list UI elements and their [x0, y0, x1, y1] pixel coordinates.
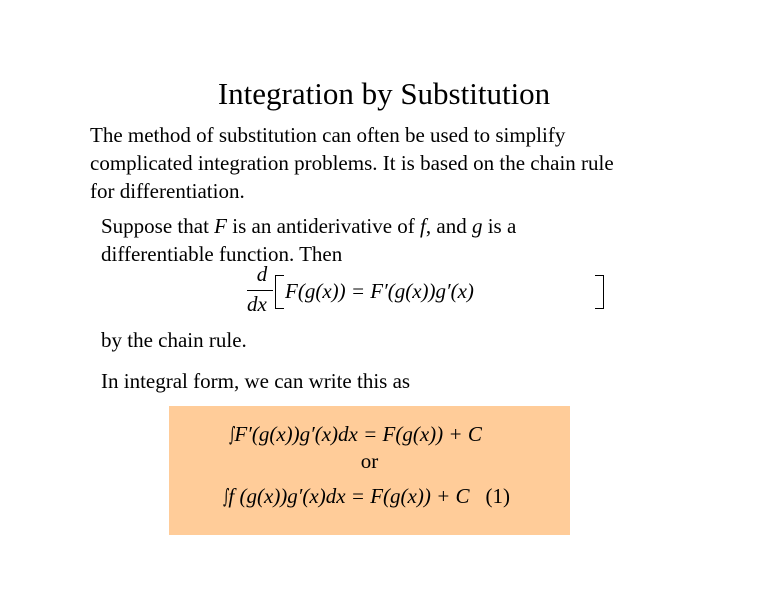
left-bracket [275, 275, 284, 309]
integral-sign-icon: ∫ [229, 422, 236, 446]
suppose-paragraph [101, 212, 516, 268]
text-run: is a [482, 214, 517, 238]
integral-equation-2 [221, 482, 510, 510]
integral-sign-icon: ∫ [223, 484, 230, 508]
derivative-expression: F(g(x)) = F′(g(x))g′(x) [285, 279, 474, 303]
or-text: or [360, 449, 379, 473]
var-F: F [214, 214, 227, 238]
fraction-numerator: d [256, 262, 268, 286]
fraction-denominator: dx [247, 292, 267, 316]
suppose-line-2: differentiable function. Then [101, 242, 343, 266]
text-run: Suppose that [101, 214, 215, 238]
chain-rule-text: by the chain rule. [101, 328, 247, 352]
intro-line: The method of substitution can often be used to simplify [90, 123, 566, 147]
var-g: g [471, 214, 483, 238]
integral-equation-1 [227, 420, 482, 448]
intro-line: complicated integration problems. It is based on the chain rule [90, 151, 614, 175]
formula-box [169, 406, 570, 535]
intro-paragraph [90, 121, 730, 205]
equation-1-text: F′(g(x))g′(x)dx = F(g(x)) + C [234, 422, 482, 446]
slide-title: Integration by Substitution [217, 76, 551, 111]
intro-line: for differentiation. [90, 179, 245, 203]
equation-2-text: f (g(x))g′(x)dx = F(g(x)) + C [228, 484, 470, 508]
suppose-line-1 [101, 212, 516, 240]
text-run: , and [425, 214, 472, 238]
derivative-equation [241, 262, 541, 324]
text-run: is an antiderivative of [227, 214, 421, 238]
right-bracket [595, 275, 604, 309]
equation-number: (1) [485, 484, 510, 508]
integral-form-text: In integral form, we can write this as [101, 369, 411, 393]
var-f: f [420, 214, 426, 238]
